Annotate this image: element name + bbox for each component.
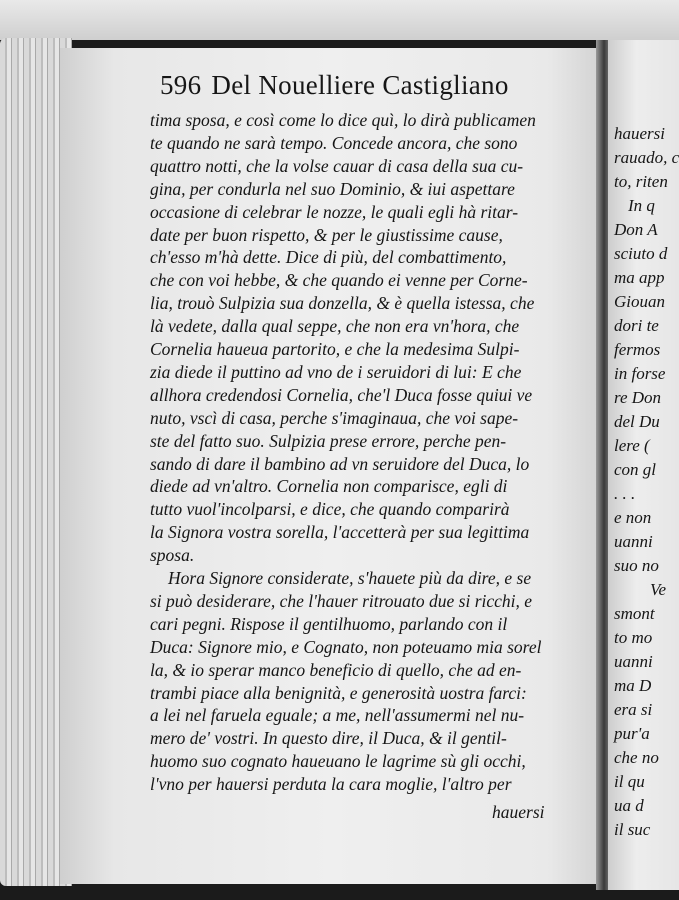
text-line: la Signora vostra sorella, l'accetterà per sua legittima [150,522,530,543]
right-text-line: suo no [614,556,659,575]
right-text-line: hauersi [614,124,665,143]
right-text-line: re Don [614,388,662,407]
text-line: cari pegni. Rispose il gentilhuomo, parlando con il [150,613,508,634]
right-text-line: . . . [614,484,636,503]
text-line: ste del fatto suo. Sulpizia prese errore, perche pen- [150,430,507,451]
right-text-line: ua d [614,796,644,815]
text-line: date per buon rispetto, & per le giustissime cause, [150,224,503,245]
text-line: là vedete, dalla qual seppe, che non era vn'hora, che [150,316,520,337]
text-line: sando di dare il bambino ad vn seruidore del Duca, lo [150,453,530,474]
text-line: ch'esso m'hà dette. Dice di più, del combattimento, [150,247,507,268]
text-line: Duca: Signore mio, e Cognato, non poteuamo mia sorel [150,636,542,657]
text-line: gina, per condurla nel suo Dominio, & iui aspettare [150,178,515,199]
right-text-line: smont [614,604,655,623]
right-text-line: ma D [614,676,652,695]
right-text-line: to mo [614,628,653,647]
text-line: a lei nel faruela eguale; a me, nell'assumermi nel nu- [150,705,525,726]
right-text-line: ma app [614,268,665,287]
right-text-line: il suc [614,820,651,839]
scan-backdrop [0,0,679,40]
text-line: nuto, vscì di casa, perche s'imaginaua, che voi sape- [150,407,519,428]
right-text-line: sciuto d [614,244,668,263]
right-text-line: uanni [614,652,653,671]
right-text-line: Giouan [614,292,665,311]
text-line: tima sposa, e così come lo dice quì, lo dirà publicamen [150,110,536,130]
right-text-line: del Du [614,412,660,431]
text-line: l'vno per hauersi perduta la cara moglie, l'altro per [150,774,512,795]
text-line: si può desiderare, che l'hauer ritrouato due si ricchi, e [150,590,533,611]
right-text-line: to, riten [614,172,668,191]
text-line: trambi piace alla benignità, e generosità uostra farci: [150,682,527,703]
text-line: Hora Signore considerate, s'hauete più da dire, e se [168,568,532,588]
right-text-line: era si [614,700,653,719]
right-text-line: il qu [614,772,645,791]
text-line: sposa. [150,545,195,566]
text-line: la, & io sperar manco beneficio di quello, che ad en- [150,659,522,680]
right-text-line: e non [614,508,652,527]
text-line: che con voi hebbe, & che quando ei venne per Corne- [150,270,528,291]
right-text-line: uanni [614,532,653,551]
right-text-line: Ve [650,580,667,599]
text-line: te quando ne sarà tempo. Concede ancora, che sono [150,132,518,153]
right-text-line: fermos [614,340,661,359]
text-line: Cornelia haueua partorito, e che la medesima Sulpi- [150,339,520,359]
text-line: mero de' vostri. In questo dire, il Duca, & il gentil- [150,728,507,749]
right-text-line: lere ( [614,436,650,455]
catchword: hauersi [492,802,545,822]
text-line: zia diede il puttino ad vno de i seruidori di lui: E che [150,361,522,382]
page-number: 596 [160,70,202,100]
running-title: Del Nouelliere Castigliano [211,70,509,100]
text-line: occasione di celebrar le nozze, le quali egli hà ritar- [150,201,519,222]
text-line: diede ad vn'altro. Cornelia non comparisce, egli di [150,476,508,497]
text-line: lia, trouò Sulpizia sua donzella, & è quella istessa, che [150,293,535,314]
text-line: allhora credendosi Cornelia, che'l Duca fosse quiui ve [150,384,533,405]
text-line: quattro notti, che la volse cauar di casa della sua cu- [150,155,524,176]
right-text-line: Don A [614,220,658,239]
right-text-line: pur'a [614,724,650,743]
right-text-line: In q [628,196,655,215]
right-text-line: in forse [614,364,666,383]
right-page [608,40,679,890]
right-text-line: che no [614,748,659,767]
text-line: tutto vuol'incolparsi, e dice, che quando comparirà [150,499,510,520]
text-line: huomo suo cognato haueuano le lagrime sù gli occhi, [150,751,526,772]
right-text-line: rauado, c [614,148,679,167]
right-text-line: dori te [614,316,659,335]
running-head [160,70,509,101]
right-text-line: con gl [614,460,657,479]
